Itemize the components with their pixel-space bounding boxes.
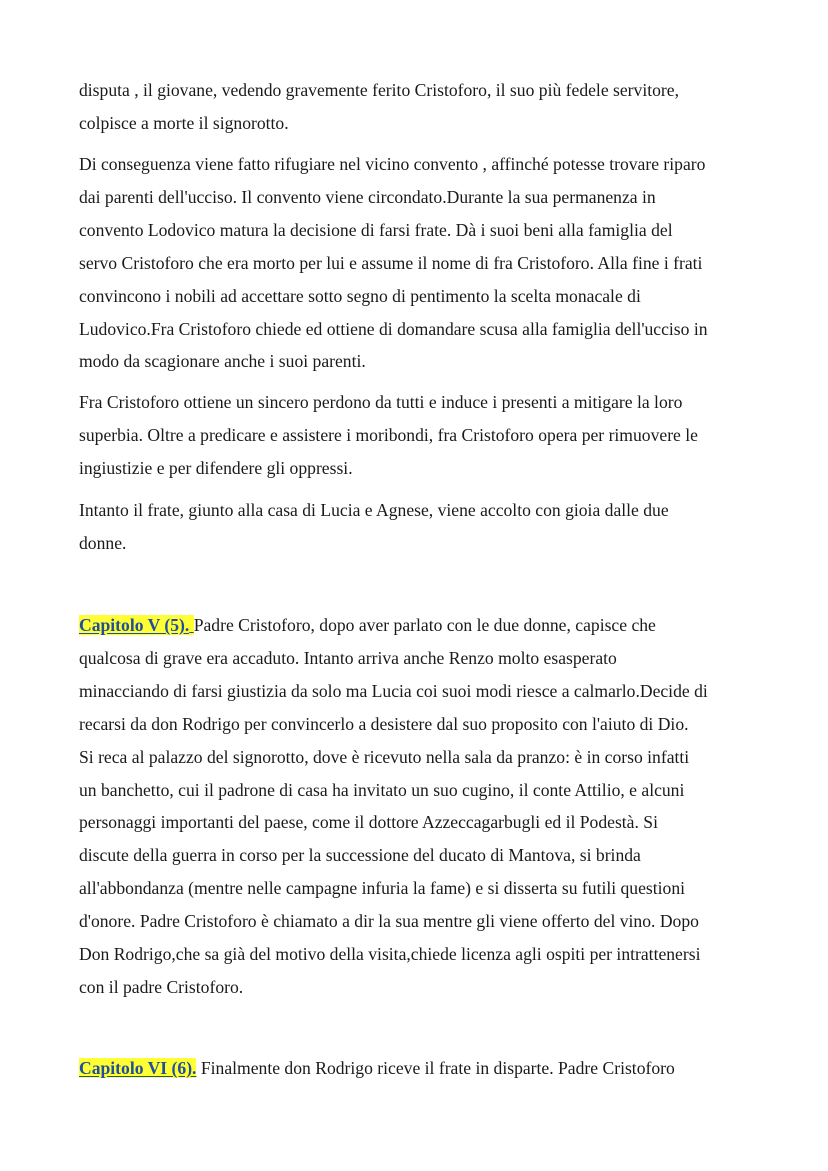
chapter-5-heading: Capitolo V (5). [79,615,190,635]
chapter-6-paragraph [79,1052,759,1085]
chapter-6-heading: Capitolo VI (6). [79,1058,197,1078]
paragraph-4: Intanto il frate, giunto alla casa di Lucia e Agnese, viene accolto con gioia dalle due donne. [79,500,669,553]
paragraph-3: Fra Cristoforo ottiene un sincero perdono da tutti e induce i presenti a mitigare la loro superbia. Oltre a predicare e assistere i moribondi, fra Cristoforo opera per rimuovere le ingiustizie e per difendere gli oppressi. [79,392,698,478]
chapter-5-text: Padre Cristoforo, dopo aver parlato con le due donne, capisce che qualcosa di grave era accaduto. Intanto arriva anche Renzo molto esasperato minacciando di farsi giustizia da solo ma Lucia coi suoi modi riesce a calmarlo.Decide di recarsi da don Rodrigo per convincerlo a desistere dal suo proposito con l'aiuto di Dio. Si reca al palazzo del signorotto, dove è ricevuto nella sala da pranzo: è in corso infatti un banchetto, cui il padrone di casa ha invitato un suo cugino, il conte Attilio, e alcuni personaggi importanti del paese, come il dottore Azzeccagarbugli ed il Podestà. Si discute della guerra in corso per la successione del ducato di Mantova, si brinda all'abbondanza (mentre nelle campagne infuria la fame) e si disserta su futili questioni d'onore. Padre Cristoforo è chiamato a dir la sua mentre gli viene offerto del vino. Dopo Don Rodrigo,che sa già del motivo della visita,chiede licenza agli ospiti per intrattenersi con il padre Cristoforo. [79,615,708,997]
paragraph-1: disputa , il giovane, vedendo gravemente ferito Cristoforo, il suo più fedele servitore, colpisce a morte il signorotto. [79,80,679,133]
chapter-5-paragraph [79,609,759,1004]
paragraph-2: Di conseguenza viene fatto rifugiare nel vicino convento , affinché potesse trovare riparo dai parenti dell'ucciso. Il convento viene circondato.Durante la sua permanenza in convento Lodovico matura la decisione di farsi frate. Dà i suoi beni alla famiglia del servo Cristoforo che era morto per lui e assume il nome di fra Cristoforo. Alla fine i frati convincono i nobili ad accettare sotto segno di pentimento la scelta monacale di Ludovico.Fra Cristoforo chiede ed ottiene di domandare scusa alla famiglia dell'ucciso in modo da scagionare anche i suoi parenti. [79,154,708,372]
chapter-6-text: Finalmente don Rodrigo riceve il frate in disparte. Padre Cristoforo [200,1058,675,1078]
